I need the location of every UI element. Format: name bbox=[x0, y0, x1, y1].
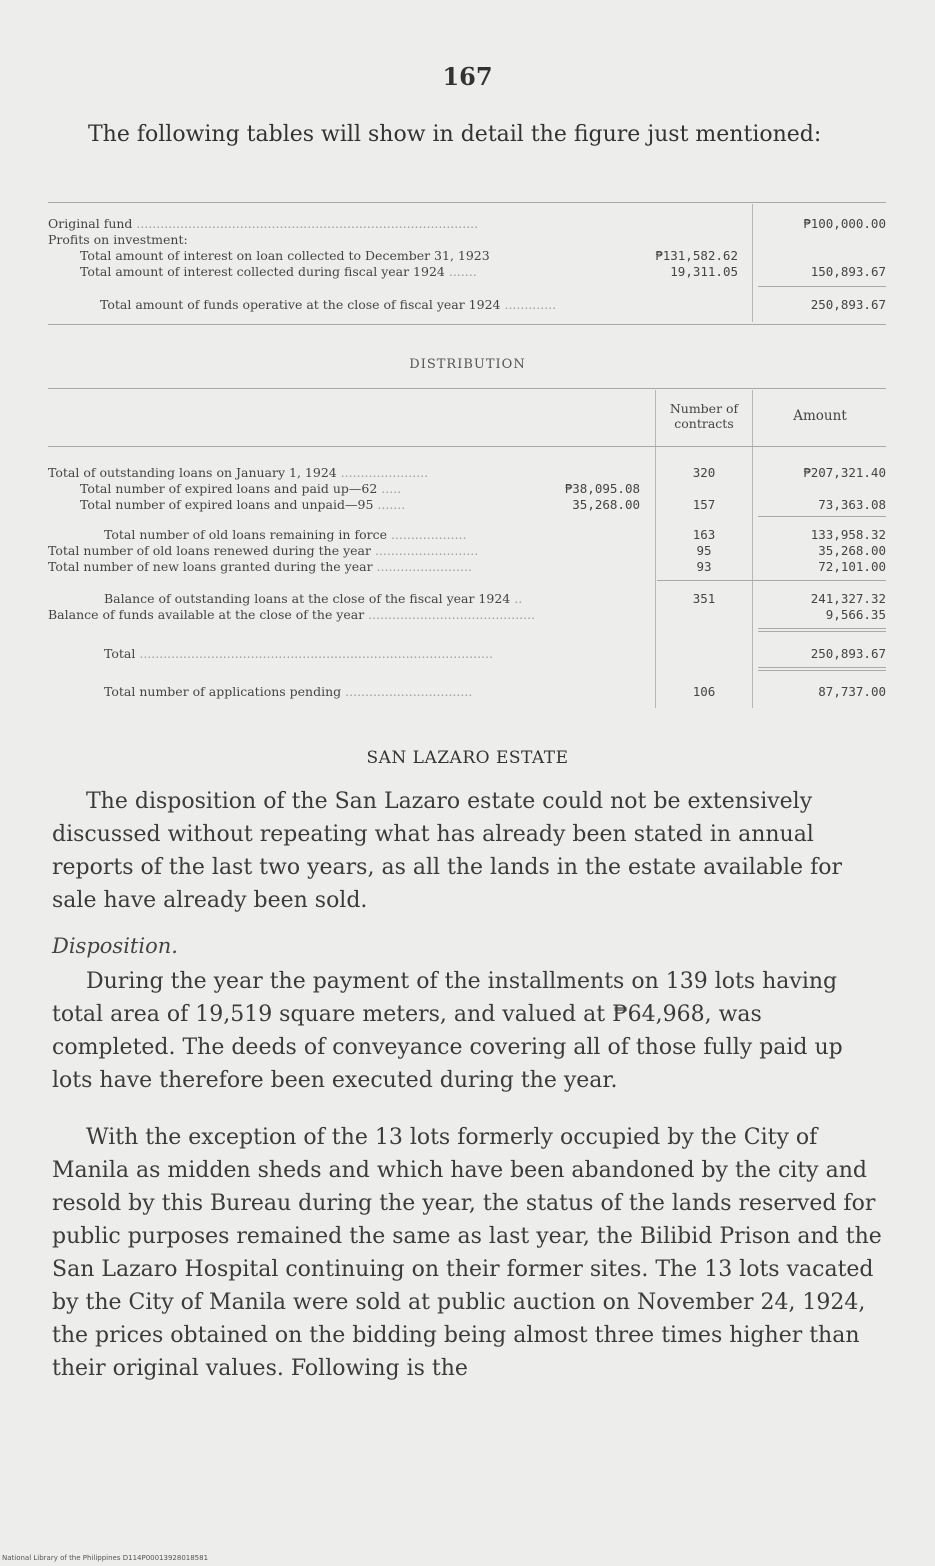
interest-fy1924-label: Total amount of interest collected during fiscal year 1924 ....... bbox=[80, 264, 477, 279]
old-renewed-amount: 35,268.00 bbox=[818, 543, 886, 558]
intro-paragraph: The following tables will show in detail the figure just mentioned: bbox=[88, 122, 822, 147]
page-number: 167 bbox=[442, 62, 493, 91]
profits-total: 150,893.67 bbox=[810, 264, 886, 279]
expired-unpaid-amount: 35,268.00 bbox=[572, 497, 640, 512]
pending-contracts: 106 bbox=[692, 684, 716, 699]
pending-amount: 87,737.00 bbox=[818, 684, 886, 699]
interest-1923-label: Total amount of interest on loan collected to December 31, 1923 bbox=[80, 248, 490, 263]
operative-total-label: Total amount of funds operative at the close of fiscal year 1924 ............. bbox=[100, 297, 557, 312]
expired-total: 73,363.08 bbox=[818, 497, 886, 512]
expired-paid-amount: ₱38,095.08 bbox=[564, 481, 640, 496]
distribution-caption: DISTRIBUTION bbox=[409, 357, 526, 372]
col-header-contracts: Number of contracts bbox=[669, 401, 739, 431]
total-amount: 250,893.67 bbox=[810, 646, 886, 661]
balance-outstanding-label: Balance of outstanding loans at the close of the fiscal year 1924 .. bbox=[104, 591, 523, 606]
old-renewed-label: Total number of old loans renewed during the year .......................... bbox=[48, 543, 479, 558]
fund-table bbox=[0, 0, 935, 340]
balance-outstanding-amount: 241,327.32 bbox=[810, 591, 886, 606]
paragraph-2: During the year the payment of the installments on 139 lots having total area of 19,519 square meters, and valued at ₱64,968, was completed. The deeds of conveyance covering all of those fully paid up lots have therefore been executed during the year. bbox=[52, 969, 843, 1093]
operative-total-amount: 250,893.67 bbox=[810, 297, 886, 312]
new-granted-contracts: 93 bbox=[696, 559, 712, 574]
expired-unpaid-label: Total number of expired loans and unpaid—95 ....... bbox=[80, 497, 406, 512]
pending-label: Total number of applications pending ................................ bbox=[104, 684, 473, 699]
original-fund-amount: ₱100,000.00 bbox=[803, 216, 886, 231]
outstanding-loans-label: Total of outstanding loans on January 1, 1924 ...................... bbox=[48, 465, 429, 480]
section-heading: SAN LAZARO ESTATE bbox=[366, 748, 569, 768]
balance-funds-amount: 9,566.35 bbox=[825, 607, 886, 622]
new-granted-amount: 72,101.00 bbox=[818, 559, 886, 574]
expired-paid-label: Total number of expired loans and paid up—62 ..... bbox=[80, 481, 402, 496]
old-remaining-label: Total number of old loans remaining in force ................... bbox=[104, 527, 467, 542]
expired-contracts: 157 bbox=[692, 497, 716, 512]
total-label: Total ......................................................................................... bbox=[104, 646, 493, 661]
original-fund-label: Original fund ...................................................................................... bbox=[48, 216, 479, 231]
interest-1923-amount: ₱131,582.62 bbox=[655, 248, 738, 263]
new-granted-label: Total number of new loans granted during the year ........................ bbox=[48, 559, 472, 574]
profits-label: Profits on investment: bbox=[48, 232, 188, 247]
old-renewed-contracts: 95 bbox=[696, 543, 712, 558]
balance-funds-label: Balance of funds available at the close of the year .......................................... bbox=[48, 607, 536, 622]
outstanding-contracts: 320 bbox=[692, 465, 716, 480]
col-header-amount: Amount bbox=[793, 408, 847, 424]
old-remaining-contracts: 163 bbox=[692, 527, 716, 542]
footer-stamp: National Library of the Philippines D114P00013928018581 bbox=[2, 1554, 209, 1562]
interest-fy1924-amount: 19,311.05 bbox=[670, 264, 738, 279]
paragraph-3: With the exception of the 13 lots formerly occupied by the City of Manila as midden sheds and which have been abandoned by the city and resold by this Bureau during the year, the status of the lands reserved for public purposes remained the same as last year, the Bilibid Prison and the San Lazaro Hospital continuing on their former sites. The 13 lots vacated by the City of Manila were sold at public auction on November 24, 1924, the prices obtained on the bidding being almost three times higher than their original values. Following is the bbox=[52, 1125, 882, 1381]
old-remaining-amount: 133,958.32 bbox=[810, 527, 886, 542]
balance-outstanding-contracts: 351 bbox=[692, 591, 716, 606]
paragraph-1: The disposition of the San Lazaro estate could not be extensively discussed without repeating what has already been stated in annual reports of the last two years, as all the lands in the estate available for sale have already been sold. bbox=[52, 789, 842, 913]
subheading-disposition: Disposition. bbox=[52, 934, 178, 958]
outstanding-amount: ₱207,321.40 bbox=[803, 465, 886, 480]
